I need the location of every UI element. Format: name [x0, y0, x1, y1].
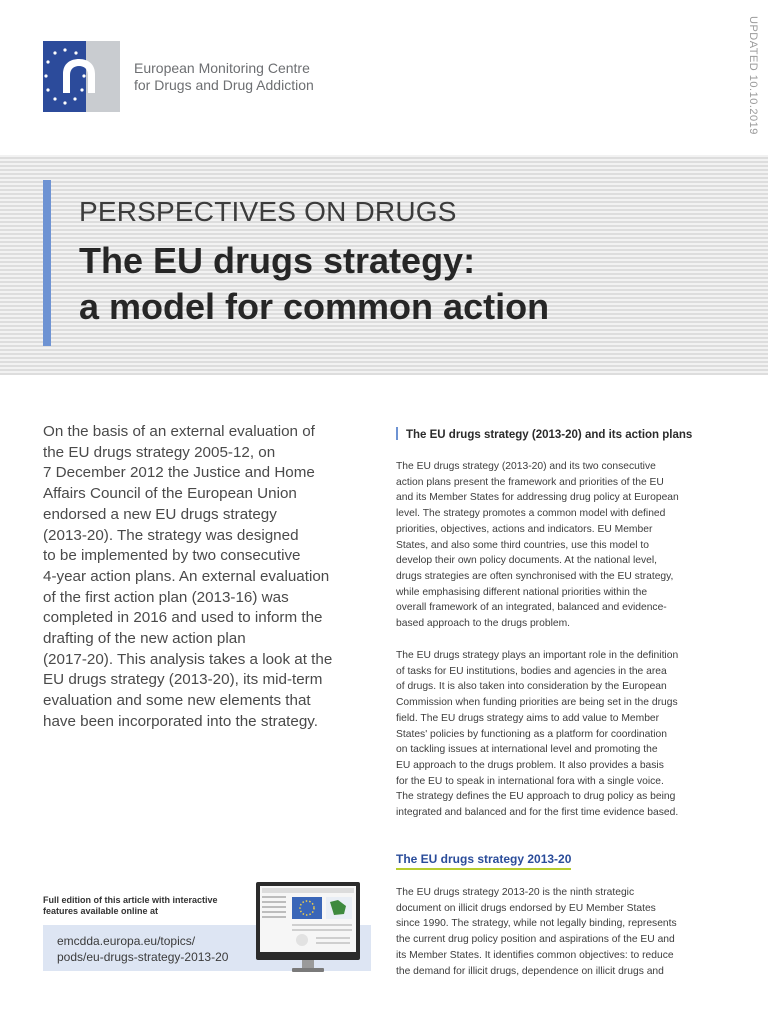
page-title	[79, 238, 739, 330]
updated-date: UPDATED 10.10.2019	[747, 16, 759, 135]
org-name	[134, 60, 394, 94]
text-line: of drugs. It is also taken into consideration by the European	[396, 681, 667, 693]
section-heading-strategy: The EU drugs strategy 2013-20	[396, 852, 571, 870]
text-line: the EU drugs strategy 2005-12, on	[43, 443, 276, 461]
text-line: EU drugs strategy (2013-20), its mid-term	[43, 671, 323, 689]
text-line: evaluation and some new elements that	[43, 692, 311, 710]
text-line: drafting of the new action plan	[43, 630, 246, 648]
text-line: States, and also some third countries, use this model to	[396, 539, 649, 551]
text-line: while emphasising different national priorities within the	[396, 586, 648, 598]
url-line2[interactable]: pods/eu-drugs-strategy-2013-20	[57, 950, 229, 964]
text-line: EU approach to the drugs problem. It also provides a basis	[396, 759, 664, 771]
text-line: since 1990. The strategy, while not legally binding, represents	[396, 918, 677, 930]
text-line: (2013-20). The strategy was designed	[43, 526, 299, 544]
text-line: for the EU to speak in international fora with a single voice.	[396, 775, 664, 787]
text-line: Affairs Council of the European Union	[43, 485, 297, 503]
intro-paragraph	[43, 422, 361, 733]
org-name-line2: for Drugs and Drug Addiction	[134, 77, 314, 93]
text-line: Commission when funding priorities are being set in the drugs	[396, 697, 678, 709]
text-line: the demand for illicit drugs, dependence on illicit drugs and	[396, 965, 664, 977]
title-line1: The EU drugs strategy:	[79, 240, 476, 281]
text-line: to be implemented by two consecutive	[43, 547, 301, 565]
text-line: On the basis of an external evaluation of	[43, 423, 315, 440]
text-line: and its Member States for addressing drug policy at European	[396, 492, 679, 504]
text-line: of the first action plan (2013-16) was	[43, 588, 289, 606]
banner-accent-bar	[43, 180, 51, 346]
text-line: its Member States. It identifies common objectives: to reduce	[396, 949, 674, 961]
section1-paragraph1	[396, 459, 728, 632]
text-line: level. The strategy promotes a common model with defined	[396, 508, 666, 520]
text-line: endorsed a new EU drugs strategy	[43, 505, 277, 523]
text-line: 7 December 2012 the Justice and Home	[43, 464, 315, 482]
text-line: The strategy defines the EU approach to drug policy as being	[396, 791, 676, 803]
url-line1[interactable]: emcdda.europa.eu/topics/	[57, 934, 196, 948]
heading-accent-bar	[396, 427, 398, 440]
text-line: The EU drugs strategy 2013-20 is the ninth strategic	[396, 887, 635, 898]
online-edition-note	[43, 895, 253, 917]
text-line: drugs strategies are often synchronised with the EU strategy,	[396, 570, 674, 582]
series-kicker: PERSPECTIVES ON DRUGS	[79, 196, 457, 227]
section-heading-text: The EU drugs strategy (2013-20) and its action plans	[406, 429, 693, 441]
text-line: of tasks for EU institutions, bodies and agencies in the area	[396, 665, 667, 677]
emcdda-logo	[43, 41, 120, 112]
text-line: have been incorporated into the strategy.	[43, 712, 318, 730]
section-heading-action-plans	[396, 427, 692, 441]
text-line: The EU drugs strategy (2013-20) and its two consecutive	[396, 461, 656, 472]
text-line: The EU drugs strategy plays an important role in the definition	[396, 650, 679, 661]
text-line: on tackling issues at international level and promoting the	[396, 744, 658, 756]
online-note-line2: features available online at	[43, 906, 159, 916]
text-line: overall framework of an integrated, balanced and evidence-	[396, 602, 667, 614]
text-line: based approach to the drugs problem.	[396, 618, 571, 630]
text-line: the current drug policy position and aspirations of the EU and	[396, 934, 675, 946]
org-name-line1: European Monitoring Centre	[134, 60, 310, 76]
eu-stars-arch-icon	[43, 41, 120, 112]
text-line: document on illicit drugs endorsed by EU Member States	[396, 902, 656, 914]
text-line: priorities, objectives, actions and indicators. EU Member	[396, 523, 653, 535]
text-line: develop their own policy documents. At the national level,	[396, 555, 658, 567]
text-line: 4-year action plans. An external evaluation	[43, 567, 330, 585]
text-line: States' policies by functioning as a platform for coordination	[396, 728, 667, 740]
monitor-thumbnail-icon	[256, 882, 360, 974]
section1-paragraph2	[396, 648, 728, 821]
online-note-line1: Full edition of this article with interactive	[43, 895, 218, 905]
article-link[interactable]	[57, 933, 267, 965]
section2-paragraph1	[396, 885, 728, 979]
text-line: action plans present the framework and priorities of the EU	[396, 476, 664, 488]
text-line: field. The EU drugs strategy aims to add value to Member	[396, 712, 660, 724]
text-line: integrated and balanced and for the first time evidence based.	[396, 807, 679, 819]
text-line: completed in 2016 and used to inform the	[43, 609, 323, 627]
text-line: (2017-20). This analysis takes a look at the	[43, 650, 333, 668]
title-line2: a model for common action	[79, 286, 550, 327]
